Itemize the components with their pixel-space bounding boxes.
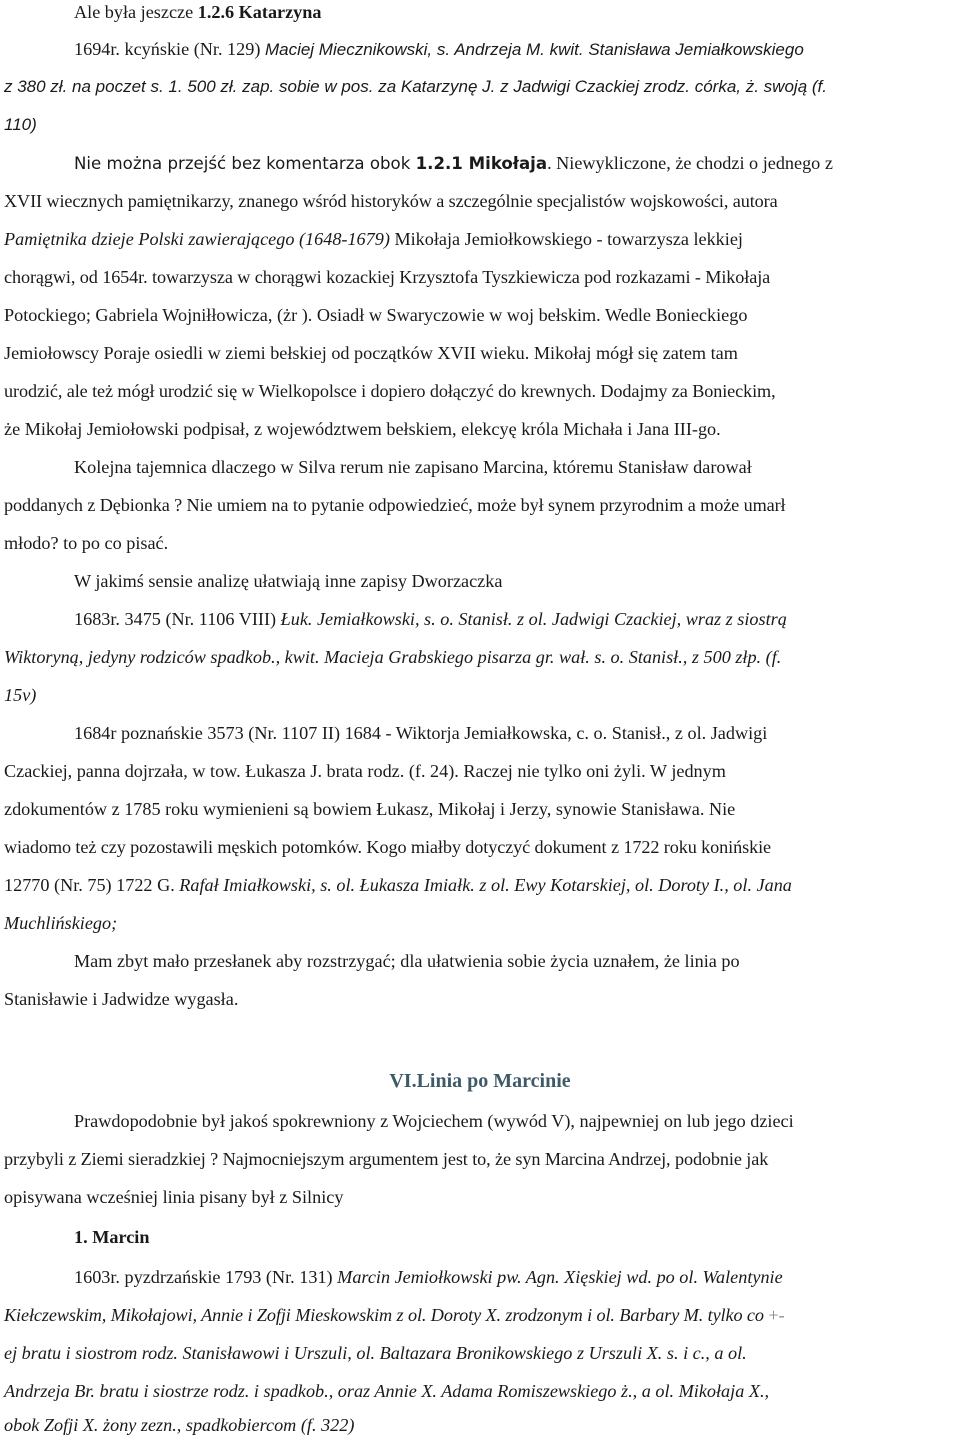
text-line: opisywana wcześniej linia pisany był z Silnicy (4, 1187, 344, 1207)
text-line (74, 37, 804, 62)
text-line: Jemiołowscy Poraje osiedli w ziemi bełskiej od początków XVII wieku. Mikołaj mógł się zatem tam (4, 343, 738, 363)
text-line (74, 0, 321, 24)
italic-citation: obok Zofji X. żony zezn., spadkobiercom (f. 322) (4, 1415, 355, 1435)
text-line: wiadomo też czy pozostawili męskich potomków. Kogo miałby dotyczyć dokument z 1722 roku konińskie (4, 837, 771, 857)
text-line: chorągwi, od 1654r. towarzysza w chorągwi kozackiej Krzysztofa Tyszkiewicza pod rozkazami - Mikołaja (4, 267, 771, 287)
text-line: 1684r poznańskie 3573 (Nr. 1107 II) 1684 - Wiktorja Jemiałkowska, c. o. Stanisł., z ol. Jadwigi (74, 723, 768, 743)
text-line: że Mikołaj Jemiołowski podpisał, z województwem bełskiem, elekcyę króla Michała i Jana III-go. (4, 419, 721, 439)
text-run: Ale była jeszcze (74, 2, 198, 22)
text-line: Potockiego; Gabriela Wojniłłowicza, (żr ). Osiadł w Swaryczowie w woj bełskim. Wedle Bonieckiego (4, 305, 748, 325)
italic-citation: Łuk. Jemiałkowski, s. o. Stanisł. z ol. Jadwigi Czackiej, wraz z siostrą (280, 609, 787, 629)
text-run: Kiełczewskim, Mikołajowi, Annie i Zofji Mieskowskim z ol. Doroty X. zrodzonym i ol. Barbary M. tylko co (4, 1305, 769, 1325)
text-line (74, 607, 787, 631)
text-line (74, 1265, 783, 1289)
text-run: +- (768, 1305, 785, 1325)
text-line (74, 151, 833, 176)
text-line (4, 227, 743, 251)
text-line: młodo? to po co pisać. (4, 533, 169, 553)
text-line: W jakimś sensie analizę ułatwiają inne zapisy Dworzaczka (74, 571, 503, 591)
text-run: 1694r. kcyńskie (Nr. 129) (74, 39, 265, 59)
text-line: Kolejna tajemnica dlaczego w Silva rerum nie zapisano Marcina, któremu Stanisław darował (74, 457, 752, 477)
text-run: 12770 (Nr. 75) 1722 G. (4, 875, 180, 895)
text-line: urodzić, ale też mógł urodzić się w Wielkopolsce i dopiero dołączyć do krewnych. Dodajmy za Bonieckim, (4, 381, 776, 401)
italic-citation: Wiktoryną, jedyny rodziców spadkob., kwit. Macieja Grabskiego pisarza gr. wał. s. o. Stanisł., z 500 złp. (f. (4, 647, 782, 667)
subsection-heading: 1. Marcin (74, 1227, 150, 1247)
italic-citation: Maciej Miecznikowski, s. Andrzeja M. kwit. Stanisława Jemiałkowskiego (264, 40, 804, 59)
section-heading: VI.Linia po Marcinie (389, 1070, 571, 1092)
text-line: Prawdopodobnie był jakoś spokrewniony z Wojciechem (wywód V), najpewniej on lub jego dzieci (74, 1111, 794, 1131)
italic-citation: Muchlińskiego; (4, 913, 118, 933)
italic-citation: Andrzeja Br. bratu i siostrze rodz. i spadkob., oraz Annie X. Adama Romiszewskiego ż., a ol. Mikołaja X., (4, 1381, 770, 1401)
italic-citation (4, 1303, 784, 1327)
italic-citation: ej bratu i siostrom rodz. Stanisławowi i Urszuli, ol. Baltazara Bronikowskiego z Urszuli X. s. i c., a ol. (4, 1343, 747, 1363)
section-ref: 1.2.6 Katarzyna (197, 2, 322, 22)
text-run: Nie można przejść bez komentarza obok (74, 154, 416, 173)
text-line: Mam zbyt mało przesłanek aby rozstrzygać; dla ułatwienia sobie życia uznałem, że linia po (74, 951, 740, 971)
book-title: Pamiętnika dzieje Polski zawierającego (1648-1679) (4, 229, 395, 249)
italic-citation: z 380 zł. na poczet s. 1. 500 zł. zap. sobie w pos. za Katarzynę J. z Jadwigi Czackiej zrodz. córka, ż. swoją (f. (4, 77, 827, 96)
text-run: . Niewykliczone, że chodzi o jednego z (547, 153, 833, 173)
italic-citation: 110) (4, 115, 37, 134)
text-line: poddanych z Dębionka ? Nie umiem na to pytanie odpowiedzieć, może był synem przyrodnim a może umarł (4, 495, 786, 515)
text-run: 1603r. pyzdrzańskie 1793 (Nr. 131) (74, 1267, 338, 1287)
text-run: Mikołaja Jemiołkowskiego - towarzysza lekkiej (394, 229, 743, 249)
text-line: Stanisławie i Jadwidze wygasła. (4, 989, 239, 1009)
text-line: Czackiej, panna dojrzała, w tow. Łukasza J. brata rodz. (f. 24). Raczej nie tylko oni żyli. W jednym (4, 761, 726, 781)
italic-citation: 15v) (4, 685, 37, 705)
text-line: zdokumentów z 1785 roku wymienieni są bowiem Łukasz, Mikołaj i Jerzy, synowie Stanisława. Nie (4, 799, 736, 819)
italic-citation: Marcin Jemiołkowski pw. Agn. Xięskiej wd. po ol. Walentynie (337, 1267, 783, 1287)
text-run: 1683r. 3475 (Nr. 1106 VIII) (74, 609, 281, 629)
italic-citation: Rafał Imiałkowski, s. ol. Łukasza Imiałk. z ol. Ewy Kotarskiej, ol. Doroty I., ol. Jana (179, 875, 792, 895)
text-line (4, 873, 792, 897)
text-line: XVII wiecznych pamiętnikarzy, znanego wśród historyków a szczególnie specjalistów wojskowości, autora (4, 191, 778, 211)
text-line: przybyli z Ziemi sieradzkiej ? Najmocniejszym argumentem jest to, że syn Marcina Andrzej, podobnie jak (4, 1149, 769, 1169)
section-ref: 1.2.1 Mikołaja (415, 154, 548, 173)
